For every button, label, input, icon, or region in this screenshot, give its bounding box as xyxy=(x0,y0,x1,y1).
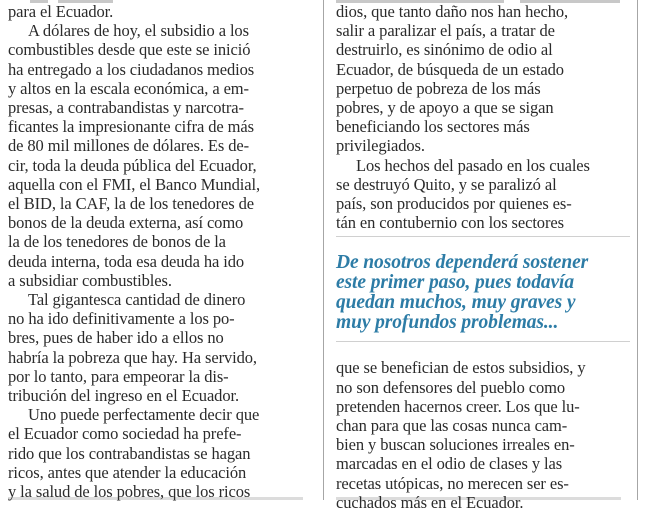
text-line: quedan muchos, muy graves y xyxy=(336,292,576,314)
text-line: la de los tenedores de bonos de la xyxy=(8,232,226,252)
text-line: ficantes la impresionante cifra de más xyxy=(8,117,254,137)
article-column-right xyxy=(336,2,630,512)
text-line: A dólares de hoy, el subsidio a los xyxy=(28,21,249,41)
paragraph xyxy=(8,2,311,21)
paragraph xyxy=(8,21,311,290)
text-line: a subsidiar combustibles. xyxy=(8,270,172,290)
text-line: ricos, antes que atender la educación xyxy=(8,462,247,482)
text-line: tán en contubernio con los sectores xyxy=(336,213,564,233)
paragraph xyxy=(336,253,630,333)
text-line: Los hechos del pasado en los cuales xyxy=(356,155,590,175)
right-column-bottom-text xyxy=(336,358,630,512)
text-line: presas, a contrabandistas y narcotra- xyxy=(8,98,244,118)
text-line: pretenden hacernos creer. Los que lu- xyxy=(336,396,580,416)
article-column-left xyxy=(8,2,311,501)
text-line: recetas utópicas, no merecen ser es- xyxy=(336,473,569,493)
paragraph xyxy=(336,358,630,512)
text-line: de 80 mil millones de dólares. Es de- xyxy=(8,136,249,156)
paragraph xyxy=(336,156,630,233)
text-line: se destruyó Quito, y se paralizó al xyxy=(336,174,557,194)
text-line: muy profundos problemas... xyxy=(336,312,559,334)
pull-quote-bottom-rule xyxy=(336,341,630,342)
text-line: este primer paso, pues todavía xyxy=(336,272,575,294)
text-line: no ha ido definitivamente a los po- xyxy=(8,309,235,329)
text-line: combustibles desde que este se inició xyxy=(8,40,251,60)
text-line: habría la pobreza que hay. Ha servido, xyxy=(8,347,257,367)
text-line: el BID, la CAF, la de los tenedores de xyxy=(8,194,254,214)
text-line: beneficiando los sectores más xyxy=(336,117,530,137)
text-line: Ecuador, de búsqueda de un estado xyxy=(336,59,564,79)
text-line: pobres, y de apoyo a que se sigan xyxy=(336,98,554,118)
text-line: por lo tanto, para empeorar la dis- xyxy=(8,366,229,386)
text-line: Uno puede perfectamente decir que xyxy=(28,405,260,425)
paragraph xyxy=(8,290,311,405)
text-line: país, son producidos por quienes es- xyxy=(336,194,572,214)
text-line: rido que los contrabandistas se hagan xyxy=(8,443,251,463)
right-column-top-text xyxy=(336,2,630,232)
column-divider xyxy=(323,0,324,500)
text-line: cir, toda la deuda pública del Ecuador, xyxy=(8,155,257,175)
text-line: bres, pues de haber ido a ellos no xyxy=(8,328,224,348)
text-line: bien y buscan soluciones irreales en- xyxy=(336,435,575,455)
text-line: Tal gigantesca cantidad de dinero xyxy=(28,290,246,310)
paragraph xyxy=(8,405,311,501)
text-line: salir a paralizar el país, a tratar de xyxy=(336,21,555,41)
text-line: bonos de la deuda externa, así como xyxy=(8,213,244,233)
text-line: perpetuo de pobreza de los más xyxy=(336,78,541,98)
text-line: tribución del ingreso en el Ecuador. xyxy=(8,386,239,406)
column-divider xyxy=(637,0,638,500)
text-line: deuda interna, toda esa deuda ha ido xyxy=(8,251,245,271)
text-line: para el Ecuador. xyxy=(8,2,114,21)
text-line: cuchados más en el Ecuador. xyxy=(336,492,524,512)
text-line: que se benefician de estos subsidios, y xyxy=(336,358,586,378)
text-line: privilegiados. xyxy=(336,136,425,156)
text-line: el Ecuador como sociedad ha prefe- xyxy=(8,424,242,444)
pull-quote xyxy=(336,237,630,337)
text-line: De nosotros dependerá sostener xyxy=(336,252,589,274)
text-line: y la salud de los pobres, que los ricos xyxy=(8,482,251,502)
text-line: marcadas en el odio de clases y las xyxy=(336,454,563,474)
text-line: chan para que las cosas nunca cam- xyxy=(336,416,568,436)
text-line: destruirlo, es sinónimo de odio al xyxy=(336,40,553,60)
text-line: ha entregado a los ciudadanos medios xyxy=(8,59,255,79)
text-line: no son defensores del pueblo como xyxy=(336,377,566,397)
text-line: dios, que tanto daño nos han hecho, xyxy=(336,2,569,21)
paragraph xyxy=(336,2,630,156)
text-line: aquella con el FMI, el Banco Mundial, xyxy=(8,174,260,194)
text-line: y altos en la escala económica, a em- xyxy=(8,78,249,98)
